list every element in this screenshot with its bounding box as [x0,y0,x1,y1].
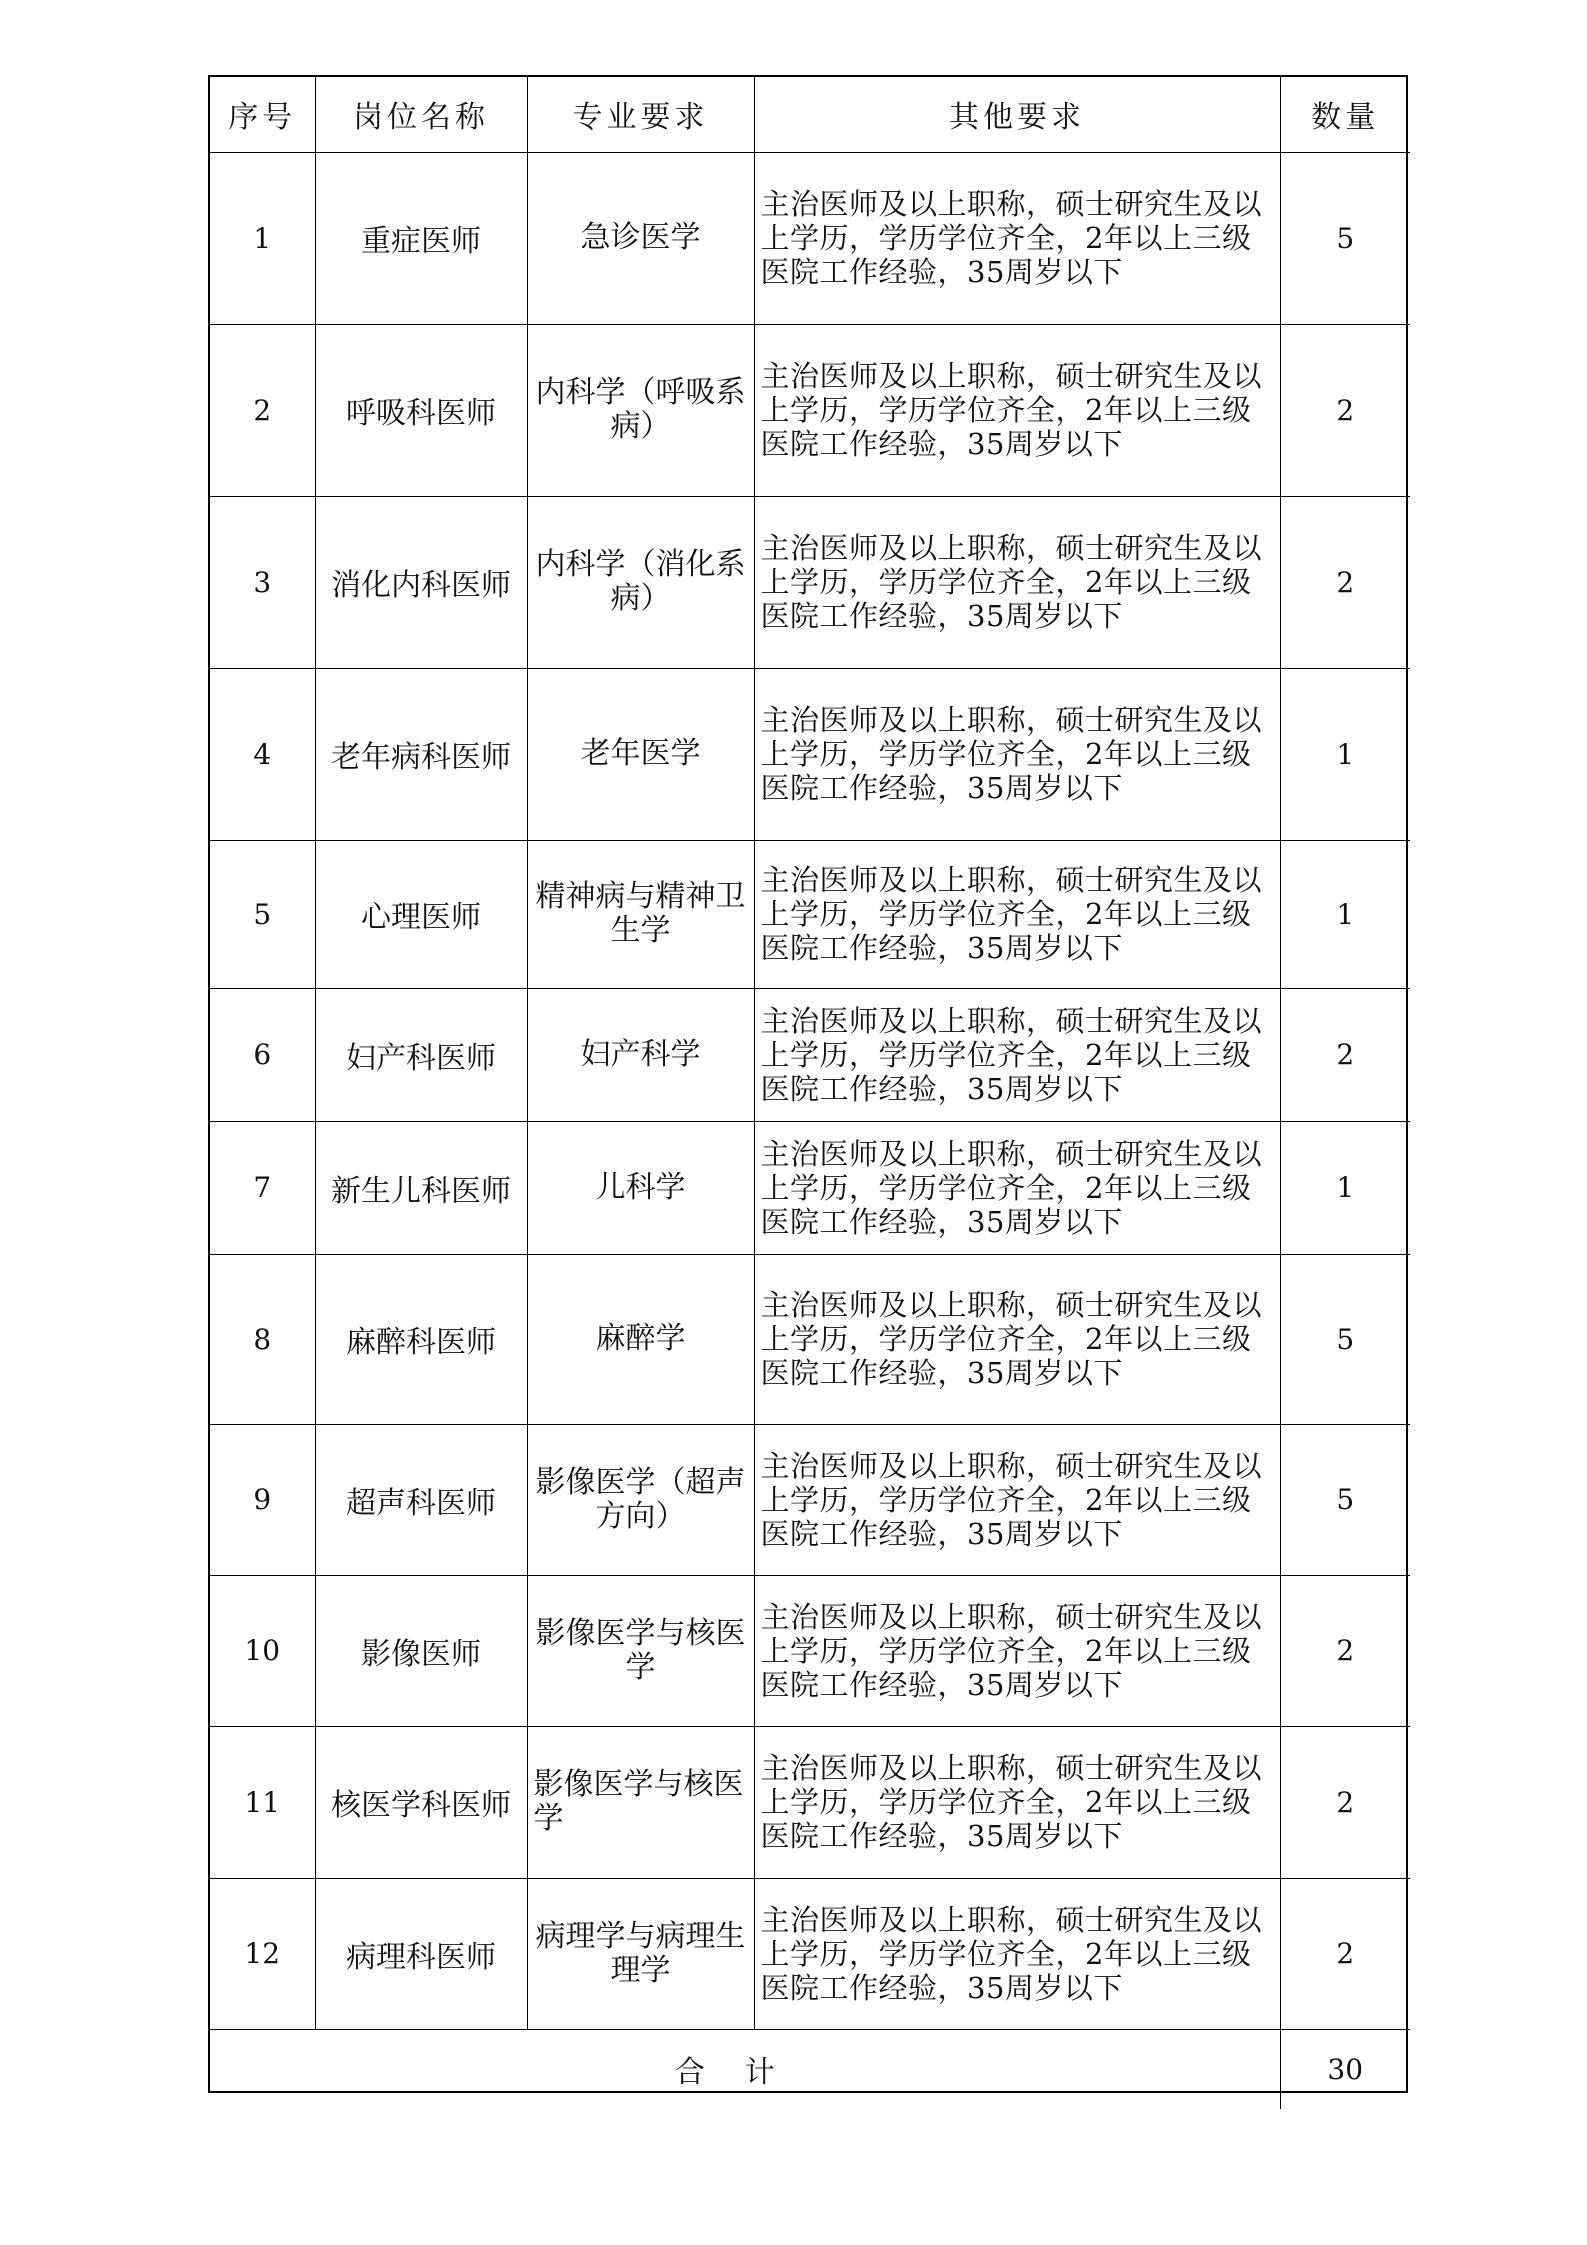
header-count: 数量 [1280,77,1410,152]
cell-no: 1 [210,152,315,324]
cell-count: 1 [1280,1121,1410,1254]
cell-post: 老年病科医师 [315,668,527,840]
cell-count: 2 [1280,496,1410,668]
cell-requirements: 主治医师及以上职称，硕士研究生及以上学历，学历学位齐全，2年以上三级医院工作经验，35周岁以下 [754,668,1280,840]
cell-post: 影像医师 [315,1575,527,1726]
header-requirements: 其他要求 [754,77,1280,152]
cell-requirements: 主治医师及以上职称，硕士研究生及以上学历，学历学位齐全，2年以上三级医院工作经验，35周岁以下 [754,1575,1280,1726]
table-row [210,1121,1410,1254]
cell-count: 2 [1280,988,1410,1121]
cell-requirements: 主治医师及以上职称，硕士研究生及以上学历，学历学位齐全，2年以上三级医院工作经验，35周岁以下 [754,840,1280,988]
cell-major: 内科学（消化系病） [527,496,754,668]
cell-requirements: 主治医师及以上职称，硕士研究生及以上学历，学历学位齐全，2年以上三级医院工作经验，35周岁以下 [754,152,1280,324]
cell-major: 精神病与精神卫生学 [527,840,754,988]
cell-major: 老年医学 [527,668,754,840]
header-post: 岗位名称 [315,77,527,152]
cell-no: 12 [210,1878,315,2029]
table-row [210,152,1410,324]
cell-requirements: 主治医师及以上职称，硕士研究生及以上学历，学历学位齐全，2年以上三级医院工作经验，35周岁以下 [754,1726,1280,1878]
cell-post: 病理科医师 [315,1878,527,2029]
cell-major: 急诊医学 [527,152,754,324]
cell-post: 核医学科医师 [315,1726,527,1878]
cell-post: 麻醉科医师 [315,1254,527,1424]
cell-no: 2 [210,324,315,496]
cell-requirements: 主治医师及以上职称，硕士研究生及以上学历，学历学位齐全，2年以上三级医院工作经验，35周岁以下 [754,1424,1280,1575]
cell-major: 影像医学与核医学 [527,1575,754,1726]
cell-count: 1 [1280,668,1410,840]
cell-no: 4 [210,668,315,840]
header-row [210,77,1410,152]
cell-requirements: 主治医师及以上职称，硕士研究生及以上学历，学历学位齐全，2年以上三级医院工作经验，35周岁以下 [754,1121,1280,1254]
cell-no: 3 [210,496,315,668]
cell-count: 2 [1280,1726,1410,1878]
table-row [210,1254,1410,1424]
total-label: 合计 [210,2029,1280,2109]
table-row [210,1424,1410,1575]
recruitment-table [210,77,1410,2109]
table-row [210,324,1410,496]
cell-requirements: 主治医师及以上职称，硕士研究生及以上学历，学历学位齐全，2年以上三级医院工作经验，35周岁以下 [754,988,1280,1121]
cell-post: 新生儿科医师 [315,1121,527,1254]
cell-count: 5 [1280,1424,1410,1575]
cell-count: 5 [1280,1254,1410,1424]
cell-no: 9 [210,1424,315,1575]
cell-no: 10 [210,1575,315,1726]
total-count: 30 [1280,2029,1410,2109]
cell-post: 妇产科医师 [315,988,527,1121]
cell-requirements: 主治医师及以上职称，硕士研究生及以上学历，学历学位齐全，2年以上三级医院工作经验，35周岁以下 [754,324,1280,496]
table-row [210,668,1410,840]
cell-major: 病理学与病理生理学 [527,1878,754,2029]
table-row [210,840,1410,988]
cell-major: 内科学（呼吸系病） [527,324,754,496]
cell-no: 8 [210,1254,315,1424]
cell-count: 2 [1280,1575,1410,1726]
cell-requirements: 主治医师及以上职称，硕士研究生及以上学历，学历学位齐全，2年以上三级医院工作经验，35周岁以下 [754,1878,1280,2029]
cell-count: 2 [1280,1878,1410,2029]
total-row [210,2029,1410,2109]
cell-requirements: 主治医师及以上职称，硕士研究生及以上学历，学历学位齐全，2年以上三级医院工作经验，35周岁以下 [754,496,1280,668]
recruitment-table-page [208,75,1408,2093]
table-row [210,1726,1410,1878]
cell-post: 心理医师 [315,840,527,988]
cell-post: 消化内科医师 [315,496,527,668]
cell-no: 6 [210,988,315,1121]
cell-no: 11 [210,1726,315,1878]
cell-post: 呼吸科医师 [315,324,527,496]
cell-requirements: 主治医师及以上职称，硕士研究生及以上学历，学历学位齐全，2年以上三级医院工作经验，35周岁以下 [754,1254,1280,1424]
table-row [210,1878,1410,2029]
cell-count: 5 [1280,152,1410,324]
cell-count: 1 [1280,840,1410,988]
cell-major: 影像医学（超声方向） [527,1424,754,1575]
cell-count: 2 [1280,324,1410,496]
table-row [210,496,1410,668]
cell-major: 儿科学 [527,1121,754,1254]
cell-major: 麻醉学 [527,1254,754,1424]
table-row [210,988,1410,1121]
header-no: 序号 [210,77,315,152]
cell-major: 影像医学与核医学 [527,1726,754,1878]
cell-post: 重症医师 [315,152,527,324]
cell-no: 5 [210,840,315,988]
cell-no: 7 [210,1121,315,1254]
cell-major: 妇产科学 [527,988,754,1121]
table-row [210,1575,1410,1726]
header-major: 专业要求 [527,77,754,152]
cell-post: 超声科医师 [315,1424,527,1575]
